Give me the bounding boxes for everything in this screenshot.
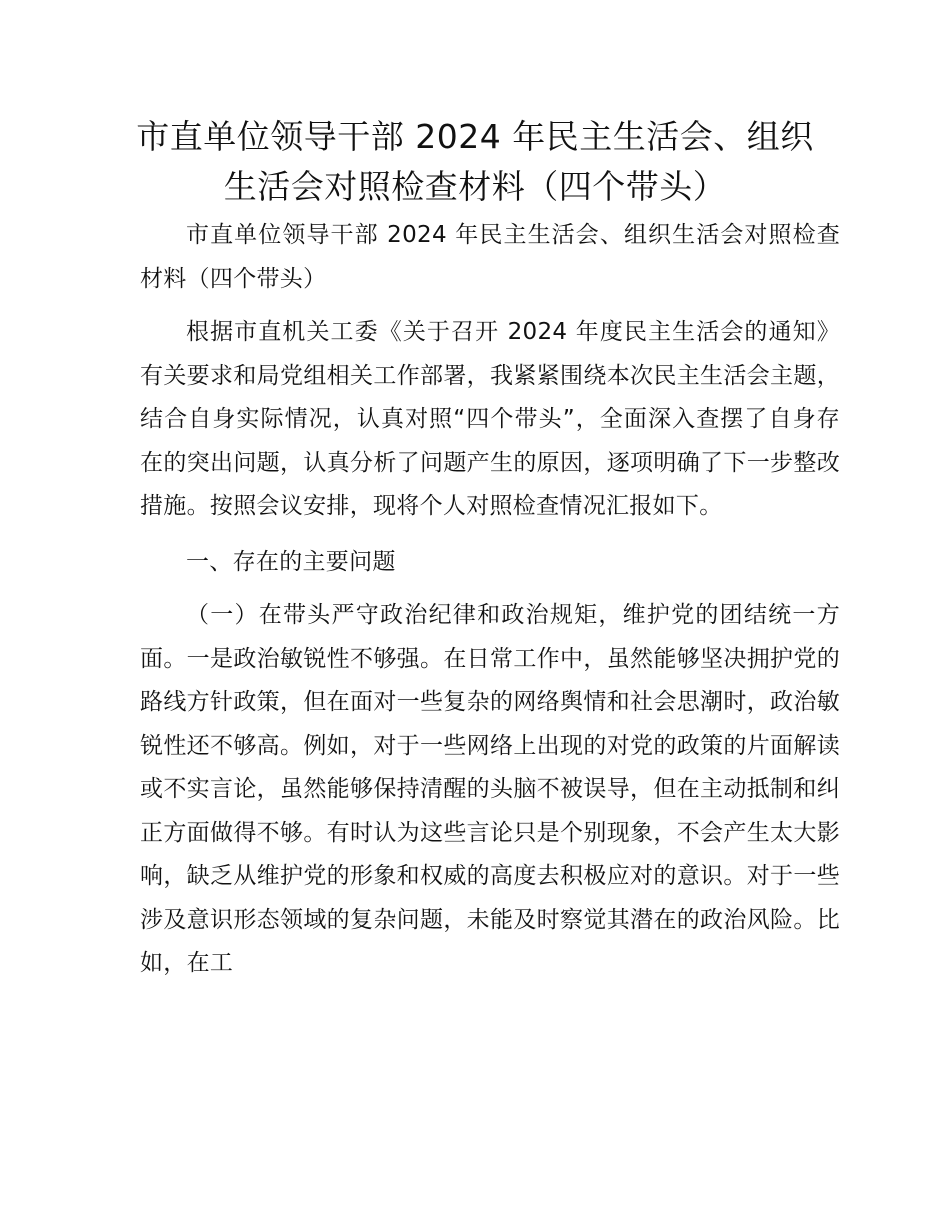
section-heading: 一、存在的主要问题 xyxy=(186,548,396,575)
document-body xyxy=(140,214,840,986)
subtitle-paragraph: 市直单位领导干部 2024 年民主生活会、组织生活会对照检查材料（四个带头） xyxy=(140,222,840,292)
document-title: 市直单位领导干部 2024 年民主生活会、组织生活会对照检查材料（四个带头） xyxy=(136,117,814,206)
section-paragraph: （一）在带头严守政治纪律和政治规矩，维护党的团结统一方面。一是政治敏锐性不够强。在日常工作中，虽然能够坚决拥护党的路线方针政策，但在面对一些复杂的网络舆情和社会思潮时，政治敏锐性还不够高。例如，对于一些网络上出现的对党的政策的片面解读或不实言论，虽然能够保持清醒的头脑不被误导，但在主动抵制和纠正方面做得不够。有时认为这些言论只是个别现象，不会产生太大影响，缺乏从维护党的形象和权威的高度去积极应对的意识。对于一些涉及意识形态领域的复杂问题，未能及时察觉其潜在的政治风险。比如，在工 xyxy=(140,602,840,976)
intro-paragraph: 根据市直机关工委《关于召开 2024 年度民主生活会的通知》有关要求和局党组相关工作部署，我紧紧围绕本次民主生活会主题，结合自身实际情况，认真对照“四个带头”，全面深入查摆了自身存在的突出问题，认真分析了问题产生的原因，逐项明确了下一步整改措施。按照会议安排，现将个人对照检查情况汇报如下。 xyxy=(140,319,840,519)
